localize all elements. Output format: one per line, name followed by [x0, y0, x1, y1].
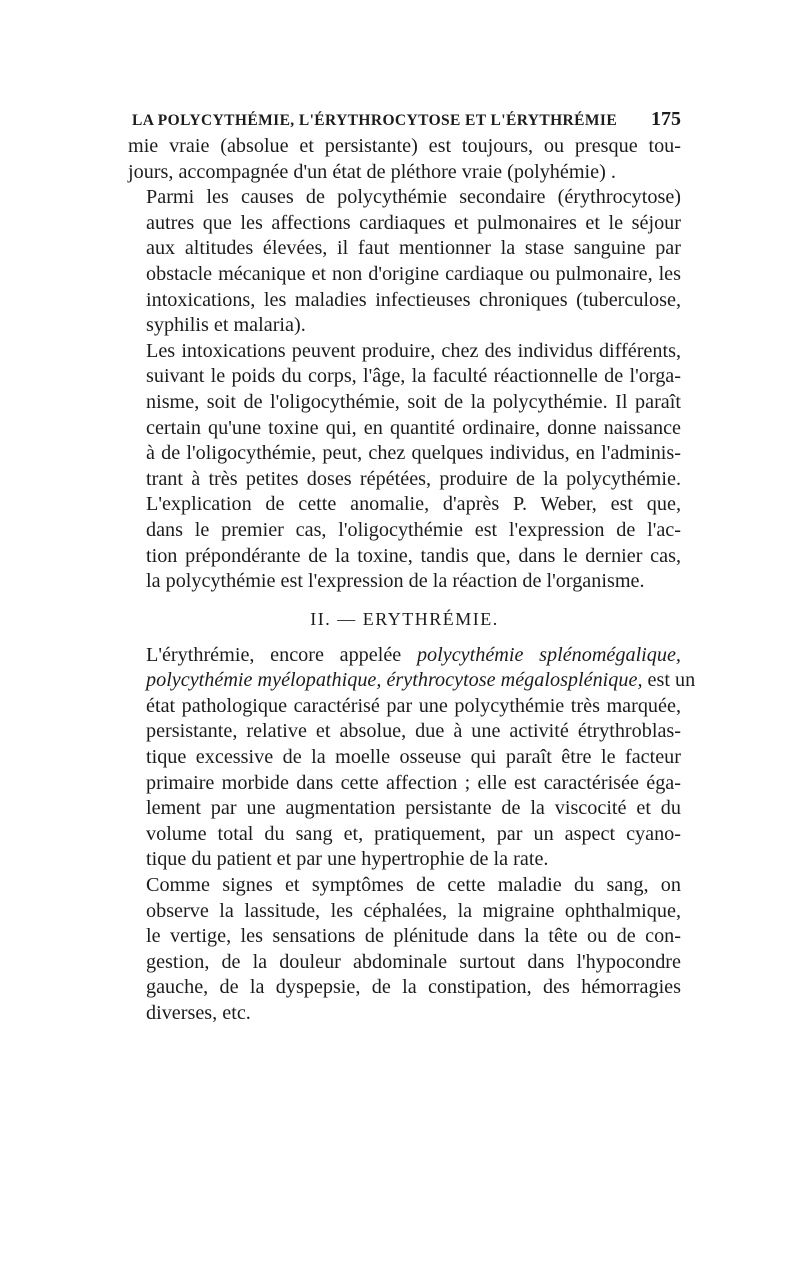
text-line: à de l'oligocythémie, peut, chez quelques individus, en l'adminis-: [146, 442, 681, 465]
text-line: jours, accompagnée d'un état de pléthore vraie (polyhémie) .: [128, 160, 616, 183]
text-line: tion prépondérante de la toxine, tandis que, dans le dernier cas,: [146, 544, 681, 567]
paragraph-3: [128, 339, 681, 595]
text-line: L'explication de cette anomalie, d'après P. Weber, est que,: [146, 493, 681, 516]
text-line: certain qu'une toxine qui, en quantité ordinaire, donne naissance: [146, 416, 681, 439]
italic-term: polycythémie splénomégalique,: [416, 643, 681, 666]
text-line: aux altitudes élevées, il faut mentionner la stase sanguine par: [146, 237, 681, 260]
text-line: primaire morbide dans cette affection ; elle est caractérisée éga-: [146, 771, 681, 794]
text-line: mie vraie (absolue et persistante) est toujours, ou presque tou-: [128, 135, 681, 157]
text-line: diverses, etc.: [146, 1002, 251, 1024]
section-heading: II. — ERYTHRÉMIE.: [310, 608, 499, 629]
text-line: [128, 668, 696, 694]
text-line: volume total du sang et, pratiquement, par un aspect cyano-: [146, 822, 681, 845]
text-run: est un: [642, 669, 696, 692]
text-line: tique excessive de la moelle osseuse qui paraît être le facteur: [146, 746, 681, 769]
text-line: état pathologique caractérisé par une polycythémie très marquée,: [146, 694, 681, 717]
text-line: le vertige, les sensations de plénitude dans la tête ou de con-: [146, 925, 681, 948]
text-line: suivant le poids du corps, l'âge, la faculté réactionnelle de l'orga-: [146, 365, 681, 388]
italic-term: polycythémie myélopathique, érythrocytose mégalosplénique,: [146, 669, 643, 692]
text-line: gauche, de la dyspepsie, de la constipation, des hémorragies: [146, 976, 681, 999]
text-line: autres que les affections cardiaques et pulmonaires et le séjour: [146, 211, 681, 234]
text-line: la polycythémie est l'expression de la réaction de l'organisme.: [146, 570, 645, 593]
text-line: trant à très petites doses répétées, produire de la polycythémie.: [146, 467, 681, 490]
text-line: nisme, soit de l'oligocythémie, soit de la polycythémie. Il paraît: [146, 390, 681, 413]
running-head: [132, 108, 681, 134]
text-line: gestion, de la douleur abdominale surtout dans l'hypocondre: [146, 950, 681, 973]
book-page: [128, 108, 696, 1027]
text-line: lement par une augmentation persistante de la viscocité et du: [146, 797, 681, 820]
text-line: Parmi les causes de polycythémie secondaire (érythrocytose): [146, 186, 681, 209]
text-line: observe la lassitude, les céphalées, la migraine ophthalmique,: [146, 899, 681, 922]
text-line: tique du patient et par une hypertrophie de la rate.: [146, 848, 549, 871]
page-number: 175: [651, 108, 681, 130]
text-line: dans le premier cas, l'oligocythémie est l'expression de l'ac-: [146, 518, 681, 541]
text-line: Comme signes et symptômes de cette maladie du sang, on: [146, 874, 681, 897]
text-line: [128, 643, 681, 669]
text-line: intoxications, les maladies infectieuses chroniques (tuberculose,: [146, 288, 681, 311]
paragraph-2: [128, 185, 681, 339]
paragraph-1: [128, 134, 681, 185]
text-line: Les intoxications peuvent produire, chez des individus différents,: [146, 339, 681, 362]
running-title: LA POLYCYTHÉMIE, L'ÉRYTHROCYTOSE ET L'ÉRYTHRÉMIE: [132, 112, 618, 129]
paragraph-4: [128, 643, 696, 873]
paragraph-5: [128, 873, 681, 1027]
text-run: L'érythrémie, encore appelée: [146, 643, 417, 666]
text-line: obstacle mécanique et non d'origine cardiaque ou pulmonaire, les: [146, 262, 681, 285]
text-line: persistante, relative et absolue, due à une activité étrythroblas-: [146, 720, 681, 743]
text-line: syphilis et malaria).: [146, 314, 306, 337]
